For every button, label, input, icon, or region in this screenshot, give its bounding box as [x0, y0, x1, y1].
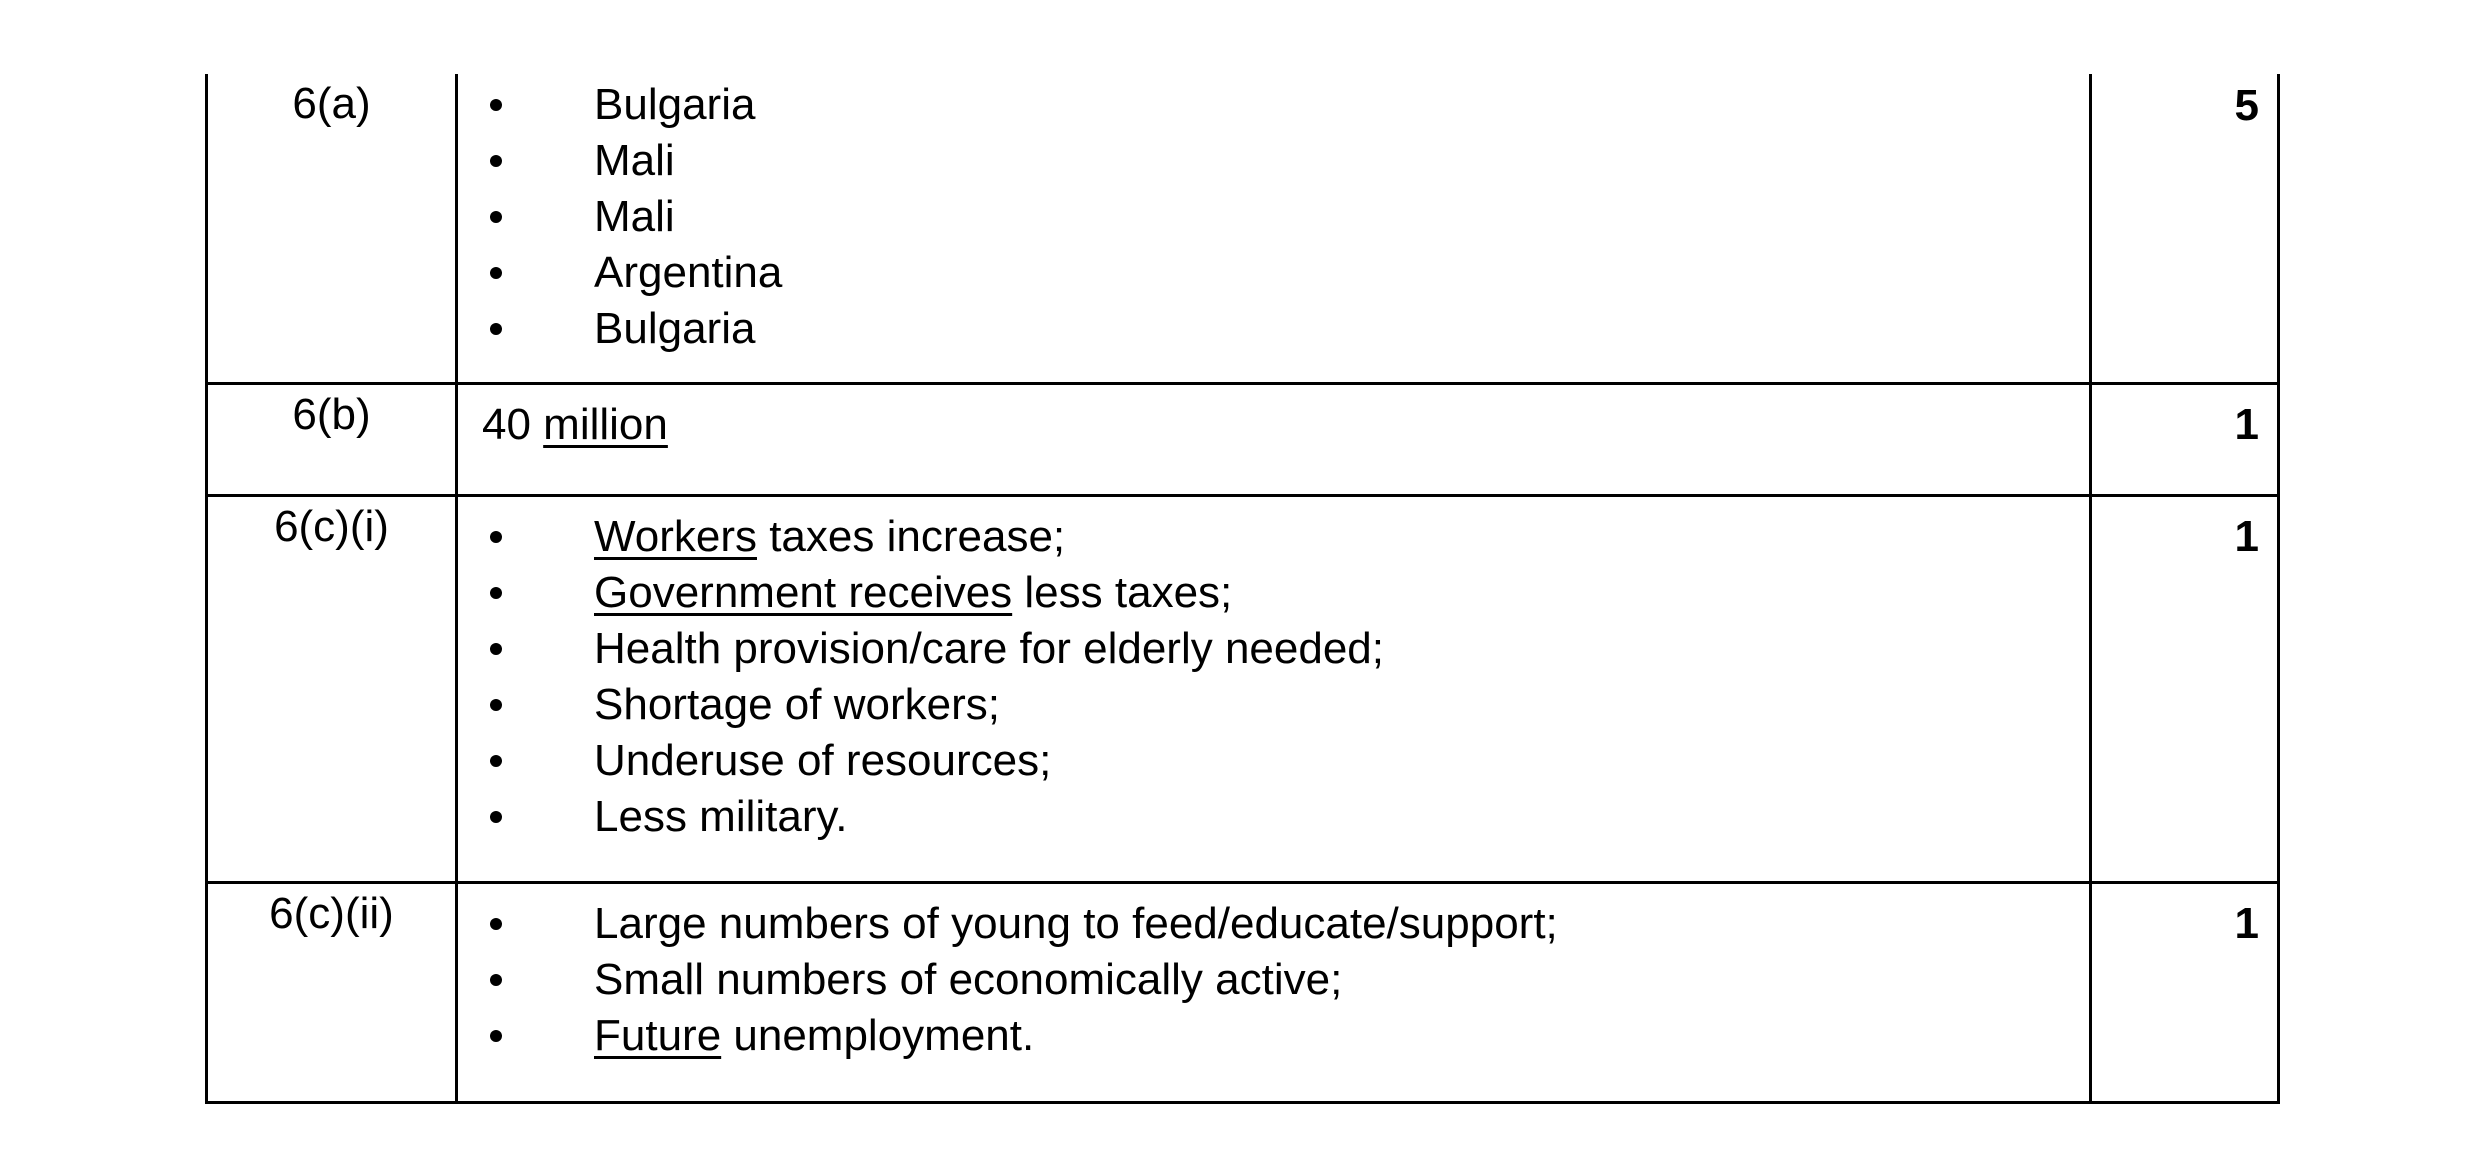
answer-text: Bulgaria — [594, 80, 756, 129]
bullet-icon — [490, 1030, 502, 1042]
answer-text: Health provision/care for elderly needed; — [594, 624, 1385, 673]
marks-cell — [2091, 384, 2279, 496]
question-number: 6(b) — [292, 390, 371, 439]
answer-text: Large numbers of young to feed/educate/support; — [594, 899, 1558, 948]
list-item — [482, 509, 2079, 565]
question-number-cell — [207, 883, 457, 1103]
answer-text: Bulgaria — [594, 304, 756, 353]
bullet-icon — [490, 918, 502, 930]
marks-value: 1 — [2234, 400, 2259, 449]
list-item — [482, 189, 2079, 245]
table-row — [207, 883, 2279, 1103]
bullet-icon — [490, 99, 502, 111]
list-item — [482, 245, 2079, 301]
answer-text — [482, 397, 668, 453]
list-item — [482, 952, 2079, 1008]
answer-list — [482, 896, 2079, 1064]
answer-text: taxes increase; — [756, 512, 1066, 561]
bullet-icon — [490, 974, 502, 986]
answer-text: Shortage of workers; — [594, 680, 1000, 729]
answer-underlined: Government receives — [594, 568, 1013, 617]
answer-list — [482, 509, 2079, 845]
marks-value: 1 — [2234, 899, 2259, 948]
list-item — [482, 1008, 2079, 1064]
question-number: 6(c)(i) — [274, 502, 389, 551]
table-row — [207, 74, 2279, 384]
question-number-cell — [207, 384, 457, 496]
question-number-cell — [207, 496, 457, 883]
answer-text: Less military. — [594, 792, 848, 841]
list-item — [482, 565, 2079, 621]
list-item — [482, 896, 2079, 952]
bullet-icon — [490, 699, 502, 711]
answer-underlined: million — [543, 400, 668, 449]
answer-cell — [457, 74, 2091, 384]
list-item — [482, 133, 2079, 189]
bullet-icon — [490, 267, 502, 279]
list-item — [482, 621, 2079, 677]
bullet-icon — [490, 155, 502, 167]
list-item — [482, 77, 2079, 133]
answer-text: less taxes; — [1012, 568, 1233, 617]
list-item — [482, 301, 2079, 357]
answer-underlined: Workers — [594, 512, 757, 561]
list-item — [482, 677, 2079, 733]
answer-text: Small numbers of economically active; — [594, 955, 1343, 1004]
bullet-icon — [490, 211, 502, 223]
mark-scheme-table — [205, 74, 2280, 1104]
answer-text: Mali — [594, 192, 675, 241]
answer-text: Argentina — [594, 248, 783, 297]
list-item — [482, 733, 2079, 789]
answer-list — [482, 77, 2079, 357]
marks-value: 5 — [2234, 81, 2259, 130]
bullet-icon — [490, 755, 502, 767]
bullet-icon — [490, 811, 502, 823]
answer-cell — [457, 883, 2091, 1103]
marks-cell — [2091, 496, 2279, 883]
marks-cell — [2091, 74, 2279, 384]
marks-value: 1 — [2234, 512, 2259, 561]
question-number: 6(c)(ii) — [269, 889, 394, 938]
table-row — [207, 496, 2279, 883]
answer-text: unemployment. — [721, 1011, 1035, 1060]
answer-text: Underuse of resources; — [594, 736, 1052, 785]
answer-text: Mali — [594, 136, 675, 185]
bullet-icon — [490, 531, 502, 543]
bullet-icon — [490, 643, 502, 655]
question-number-cell — [207, 74, 457, 384]
marks-cell — [2091, 883, 2279, 1103]
question-number: 6(a) — [292, 79, 371, 128]
answer-cell — [457, 496, 2091, 883]
bullet-icon — [490, 587, 502, 599]
list-item — [482, 789, 2079, 845]
bullet-icon — [490, 323, 502, 335]
answer-prefix: 40 — [482, 400, 544, 449]
answer-underlined: Future — [594, 1011, 722, 1060]
answer-cell — [457, 384, 2091, 496]
table-row — [207, 384, 2279, 496]
